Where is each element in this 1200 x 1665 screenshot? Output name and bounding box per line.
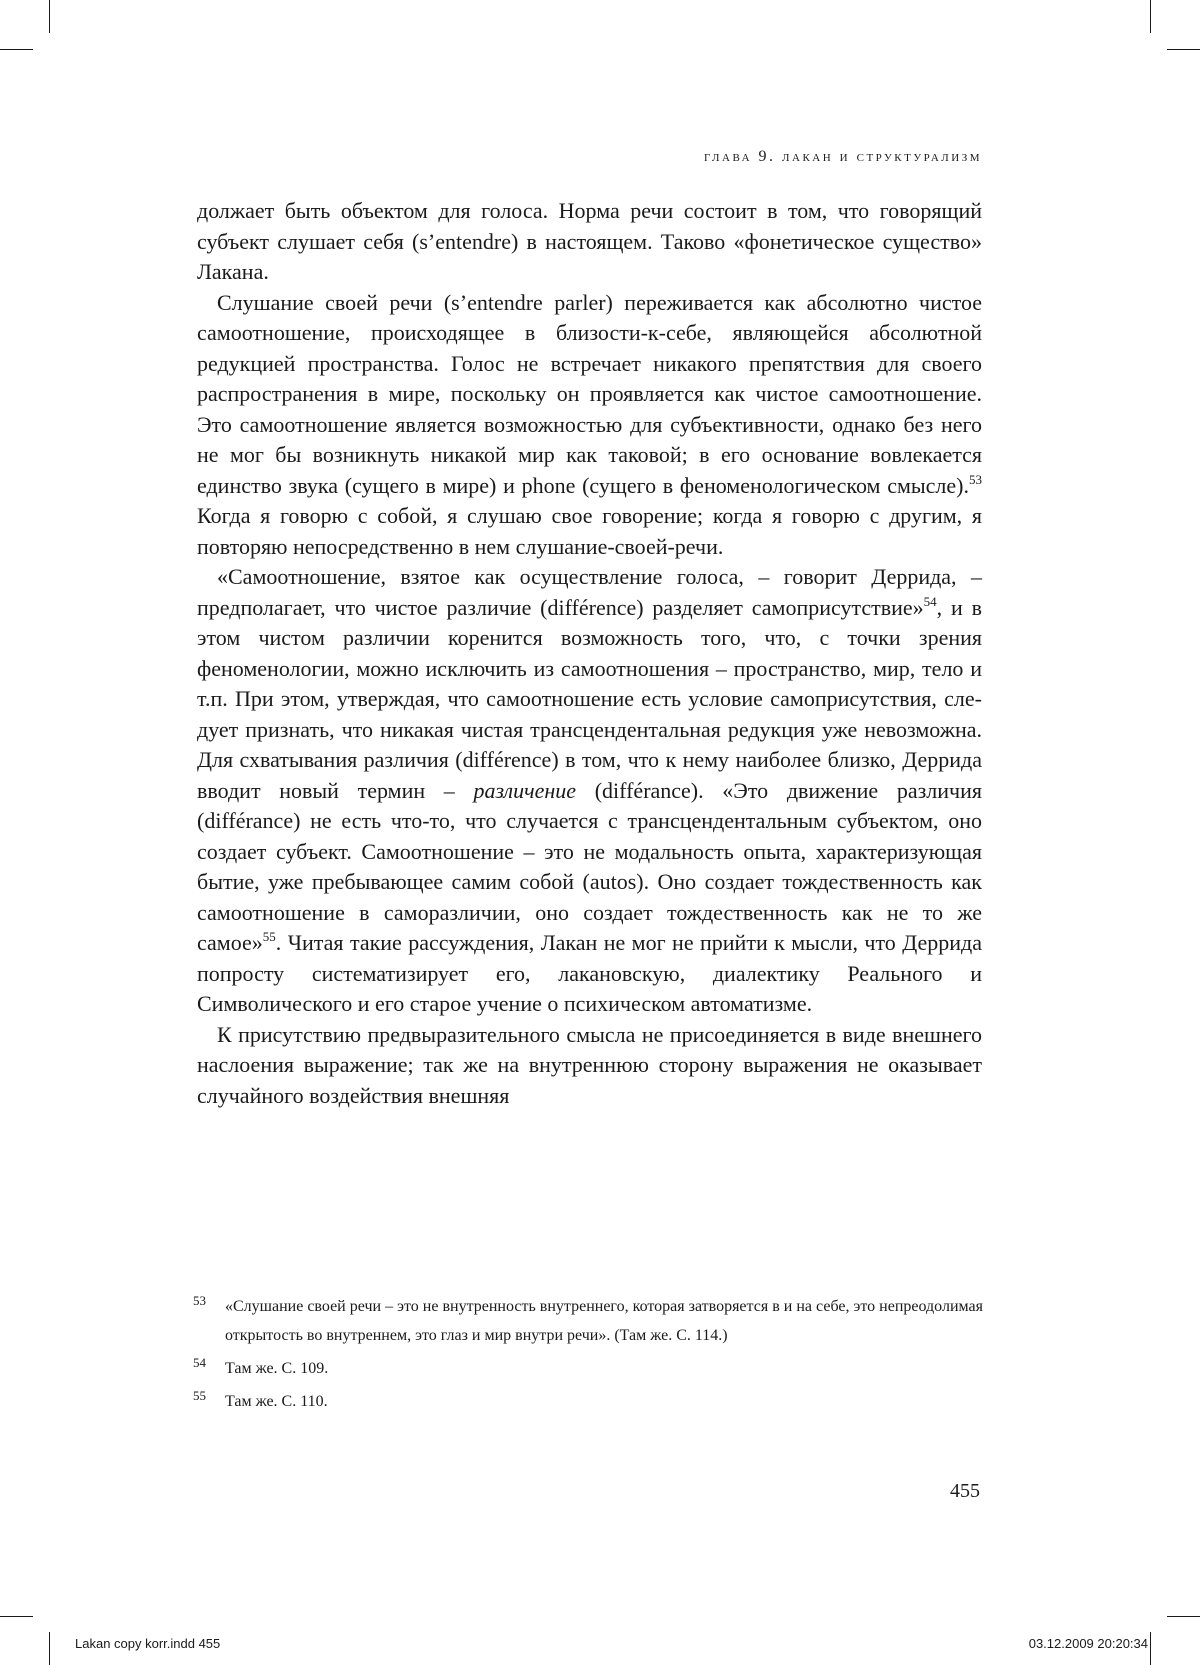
footnote-text: «Слушание своей речи – это не внутренность внутреннего, которая затворяется в и на себе, это непреодолимая открытость во внутреннем, это глаз и мир внутри речи». (Там же. С. 114.) xyxy=(225,1298,983,1344)
crop-mark-top-right-h xyxy=(1167,49,1200,50)
footnote-reference: 54 xyxy=(923,593,937,609)
footnote-text: Там же. С. 109. xyxy=(225,1360,329,1377)
footnote xyxy=(193,1354,983,1383)
crop-mark-bottom-left-h xyxy=(0,1616,33,1617)
footnote-text: Там же. С. 110. xyxy=(225,1393,328,1410)
paragraph-text: Слушание своей речи (s’entendre parler) переживается как абсолютно чистое самоотношение, происходящее в близости-к-себе, являющейся абсолютной редукцией пространства. Голос не встречает никакого препятствия для своего распространения в мире, поскольку он проявляется как чистое самоотношение. Это самоотношение является возможностью для субъективности, однако без него не мог бы возникнуть никакой мир как таковой; в его основание вовлекается единство звука (сущего в мире) и phone (сущего в феноменологическом смысле). xyxy=(197,289,982,498)
paragraph-text: должает быть объектом для голоса. Норма речи состоит в том, что говорящий субъект слушает себя (s’entendre) в настоящем. Таково «фонетическое существо» Лакана. xyxy=(197,198,982,284)
footnote xyxy=(193,1292,983,1350)
slug-date-time: 03.12.2009 20:20:34 xyxy=(1028,1636,1148,1651)
paragraph-text: , и в этом чистом различии коренится возможность того, что, с точки зрения феноменологии, можно исключить из самоотношения – пространство, мир, тело и т.п. При этом, утверждая, что самоотношение есть условие самоприсутствия, следует признать, что никакая чистая трансцендентальная редукция уже невозможна. Для схватывания различия (différence) в том, что к нему наиболее близко, Деррида вводит новый термин – xyxy=(197,594,982,803)
crop-mark-bottom-right xyxy=(1150,1632,1151,1665)
footnote-number: 55 xyxy=(193,1388,206,1403)
footnotes xyxy=(193,1292,983,1420)
paragraph xyxy=(197,288,982,563)
emphasized-term: различение xyxy=(473,777,577,803)
footnote-reference: 53 xyxy=(969,471,982,487)
footnote xyxy=(193,1387,983,1416)
slug-file-info: Lakan copy korr.indd 455 xyxy=(75,1636,221,1651)
footnote-reference: 55 xyxy=(262,929,276,944)
crop-mark-bottom-left xyxy=(49,1632,50,1665)
footnote-number: 53 xyxy=(193,1293,206,1308)
crop-mark-top-left xyxy=(49,0,50,33)
paragraph-text: «Самоотношение, взятое как осуществление голоса, – говорит Деррида, – предполагает, что чистое различие (différence) разделяет самоприсутствие» xyxy=(197,564,982,620)
paragraph-text: . Читая такие рассуждения, Лакан не мог не прийти к мысли, что Деррида попросту систематизирует его, лакановскую, диалектику Реального и Символического и его старое учение о психическом автоматизме. xyxy=(197,930,982,1016)
paragraph xyxy=(197,562,982,1020)
paragraph-text: (différance). «Это движение различия (différance) не есть что-то, что случается с трансцендентальным субъектом, оно создает субъект. Самоотношение – это не модальность опыта, характеризующая бытие, уже пребывающее самим собой (autos). Оно создает тождественность как самоотношение в саморазличии, оно создает тождественность как не то же самое» xyxy=(197,777,982,955)
paragraph-text: Когда я говорю с собой, я слушаю свое говорение; когда я говорю с другим, я повторяю непосредственно в нем слушание-своей-речи. xyxy=(197,503,982,559)
footnote-number: 54 xyxy=(193,1355,206,1370)
page-number: 455 xyxy=(950,1480,980,1502)
paragraph-text: К присутствию предвыразительного смысла не присоединяется в виде внешнего наслоения выражение; так же на внутреннюю сторону выражения не оказывает случайного воздействия внешняя xyxy=(197,1021,982,1108)
crop-mark-bottom-right-h xyxy=(1167,1616,1200,1617)
paragraph xyxy=(197,1020,982,1112)
body-text xyxy=(197,196,982,1111)
paragraph xyxy=(197,196,982,288)
running-head: глава 9. лакан и структурализм xyxy=(704,148,982,165)
crop-mark-top-left-h xyxy=(0,49,33,50)
crop-mark-top-right xyxy=(1150,0,1151,33)
